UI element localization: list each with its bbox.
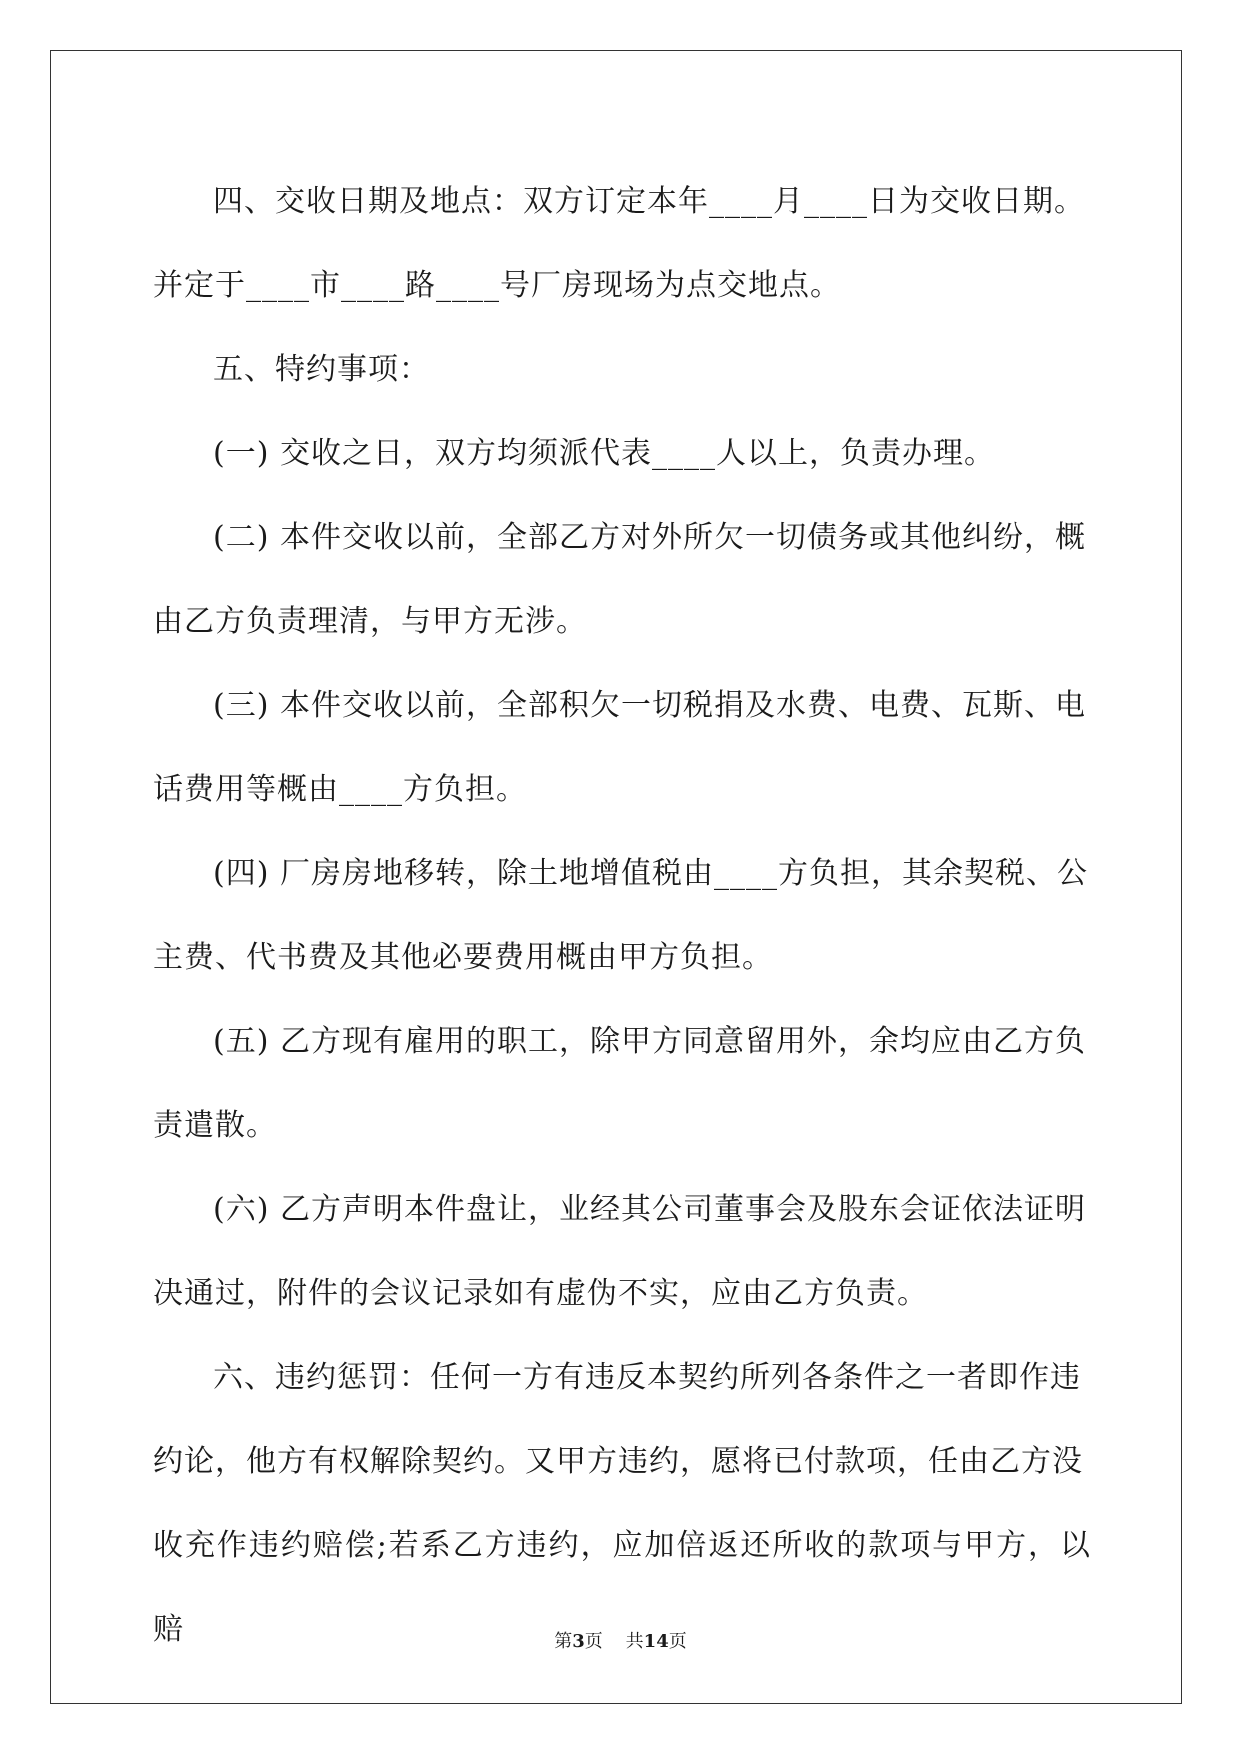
paragraph-line: 四、交收日期及地点：双方订定本年____月____日为交收日期。 xyxy=(213,184,1085,219)
paragraph-line: 六、违约惩罚：任何一方有违反本契约所列各条件之一者即作违 xyxy=(213,1360,1081,1395)
page-footer xyxy=(0,1627,1241,1653)
paragraph-line: 收充作违约赔偿;若系乙方违约，应加倍返还所收的款项与甲方，以赔 xyxy=(153,1528,1091,1647)
paragraph-line: (四) 厂房房地移转，除土地增值税由____方负担，其余契税、公 xyxy=(213,856,1088,891)
paragraph-line: 责遣散。 xyxy=(153,1108,277,1143)
footer-current-page: 3 xyxy=(572,1631,585,1652)
paragraph-line: 并定于____市____路____号厂房现场为点交地点。 xyxy=(153,268,841,303)
section-heading: 五、特约事项： xyxy=(213,352,430,387)
footer-total-unit: 页 xyxy=(668,1631,687,1652)
footer-total-pages: 14 xyxy=(643,1631,669,1652)
paragraph-line: 决通过，附件的会议记录如有虚伪不实，应由乙方负责。 xyxy=(153,1276,928,1311)
paragraph-line: 由乙方负责理清，与甲方无涉。 xyxy=(153,604,587,639)
footer-prefix: 第 xyxy=(554,1631,573,1652)
paragraph-line: 主费、代书费及其他必要费用概由甲方负担。 xyxy=(153,940,773,975)
footer-page-unit: 页 xyxy=(584,1631,603,1652)
paragraph-line: 话费用等概由____方负担。 xyxy=(153,772,527,807)
paragraph-line: 约论，他方有权解除契约。又甲方违约，愿将已付款项，任由乙方没 xyxy=(153,1444,1083,1479)
document-body xyxy=(153,160,1091,1672)
paragraph-line: (三) 本件交收以前，全部积欠一切税捐及水费、电费、瓦斯、电 xyxy=(213,688,1086,723)
paragraph-line: (一) 交收之日，双方均须派代表____人以上，负责办理。 xyxy=(213,436,995,471)
footer-total-prefix: 共 xyxy=(625,1631,644,1652)
paragraph-line: (二) 本件交收以前，全部乙方对外所欠一切债务或其他纠纷，概 xyxy=(213,520,1086,555)
paragraph-line: (五) 乙方现有雇用的职工，除甲方同意留用外，余均应由乙方负 xyxy=(213,1024,1086,1059)
paragraph-line: (六) 乙方声明本件盘让，业经其公司董事会及股东会证依法证明 xyxy=(213,1192,1086,1227)
